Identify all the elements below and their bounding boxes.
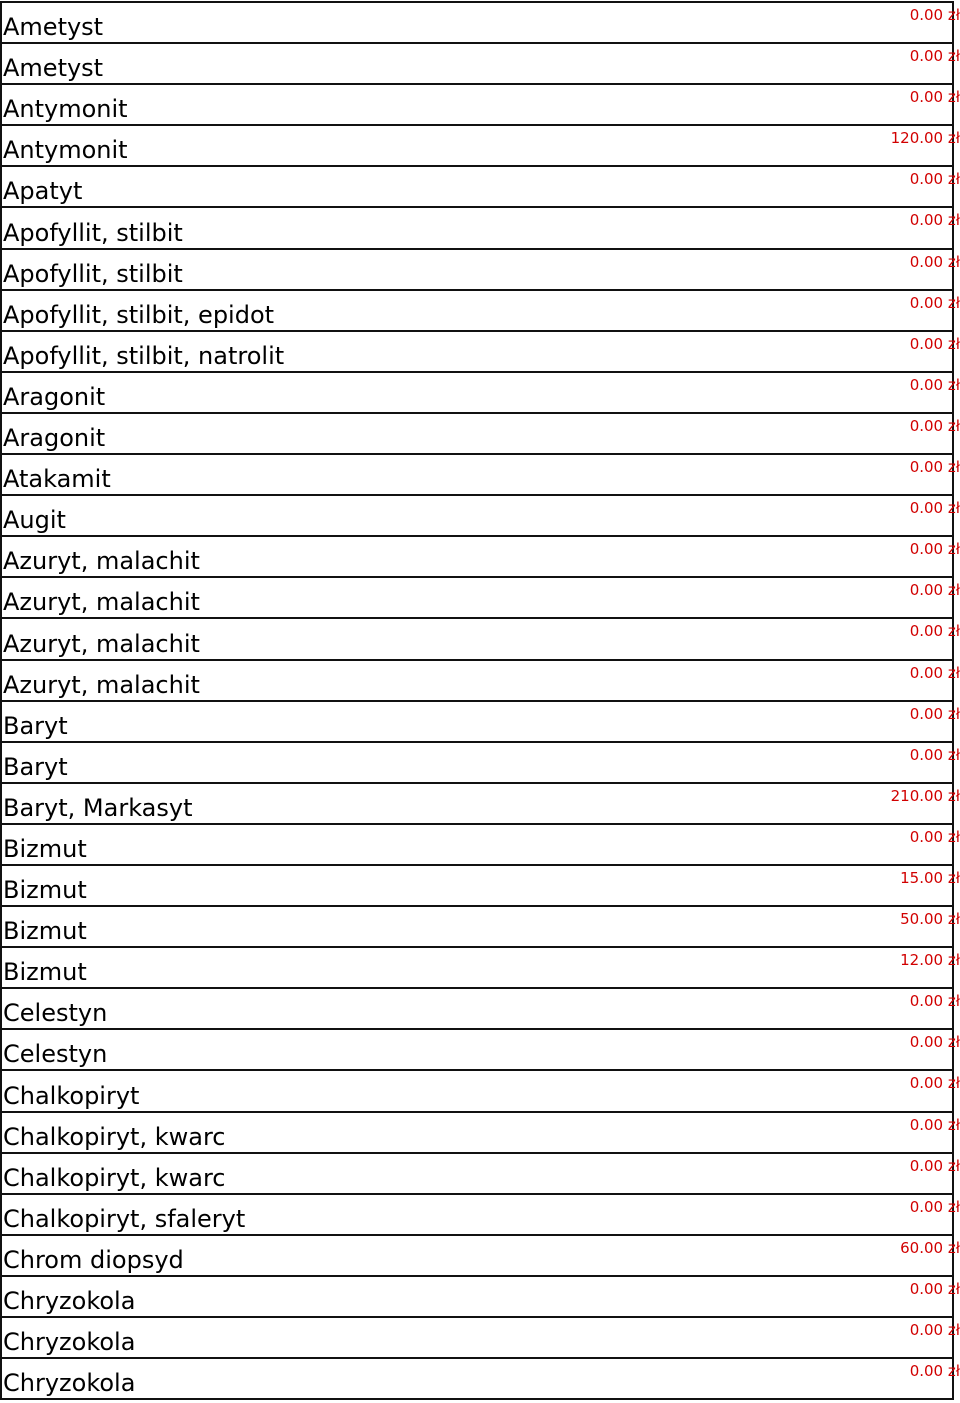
mineral-name: Apofyllit, stilbit [3,218,183,247]
price-value: 0.00 zł [909,1197,960,1216]
mineral-name: Apofyllit, stilbit, natrolit [3,341,285,370]
price-value: 0.00 zł [909,1074,960,1093]
table-row [2,332,960,373]
price-value: 0.00 zł [909,1115,960,1134]
mineral-name: Apofyllit, stilbit [3,259,183,288]
price-value: 0.00 zł [909,1321,960,1339]
price-value: 0.00 zł [909,47,960,66]
mineral-name: Chalkopiryt [3,1081,140,1110]
table-row [2,1071,960,1112]
table-row [2,85,960,126]
mineral-name: Aragonit [3,382,106,411]
mineral-name: Bizmut [3,917,87,946]
price-value: 15.00 zł [900,868,960,887]
mineral-name: Baryt, Markasyt [3,793,193,822]
price-value: 0.00 zł [909,499,960,518]
table-row [2,496,960,537]
table-row [2,578,960,619]
mineral-name: Chryzokola [3,1287,136,1315]
price-value: 60.00 zł [900,1238,960,1257]
price-list-table [0,1,960,1400]
mineral-name: Chryzokola [3,1369,136,1398]
table-row [2,44,960,85]
table-row [2,702,960,743]
table-row [2,1318,960,1359]
mineral-name: Baryt [3,752,68,781]
table-row [2,1195,960,1236]
mineral-name: Celestyn [3,999,108,1028]
price-value: 0.00 zł [909,622,960,641]
price-value: 12.00 zł [900,951,960,970]
table-row [2,948,960,989]
price-value: 50.00 zł [900,910,960,929]
mineral-name: Azuryt, malachit [3,588,200,617]
mineral-name: Celestyn [3,1040,108,1069]
table-row [2,373,960,414]
price-value: 0.00 zł [909,375,960,394]
price-value: 0.00 zł [909,170,960,189]
table-row [2,167,960,208]
price-value: 0.00 zł [909,1279,960,1298]
table-row [2,3,960,44]
table-row [2,743,960,784]
table-row [2,537,960,578]
table-row [2,291,960,332]
price-value: 0.00 zł [909,663,960,682]
price-value: 120.00 zł [890,129,960,148]
price-value: 0.00 zł [909,1362,960,1381]
price-value: 0.00 zł [909,334,960,353]
mineral-name: Antymonit [3,95,128,124]
table-row [2,1277,960,1318]
mineral-name: Azuryt, malachit [3,670,200,699]
table-row [2,907,960,948]
price-value: 0.00 zł [909,211,960,230]
price-value: 0.00 zł [909,540,960,559]
price-value: 0.00 zł [909,827,960,846]
mineral-name: Chrom diopsyd [3,1245,184,1274]
table-row [2,619,960,660]
price-value: 0.00 zł [909,6,960,24]
mineral-name: Apofyllit, stilbit, epidot [3,300,275,329]
mineral-name: Aragonit [3,424,106,453]
price-value: 0.00 zł [909,293,960,312]
mineral-name: Chryzokola [3,1328,136,1357]
table-row [2,1359,960,1400]
mineral-name: Chalkopiryt, sfaleryt [3,1204,246,1233]
mineral-name: Apatyt [3,177,83,206]
table-row [2,208,960,249]
mineral-name: Baryt [3,711,68,740]
mineral-name: Ametyst [3,13,104,42]
table-row [2,126,960,167]
table-row [2,989,960,1030]
mineral-name: Bizmut [3,876,87,905]
table-row [2,414,960,455]
price-value: 0.00 zł [909,745,960,764]
price-value: 0.00 zł [909,416,960,435]
price-value: 0.00 zł [909,252,960,271]
price-value: 0.00 zł [909,992,960,1011]
table-row [2,825,960,866]
price-value: 210.00 zł [890,786,960,805]
mineral-name: Antymonit [3,136,128,165]
mineral-name: Bizmut [3,958,87,987]
mineral-name: Chalkopiryt, kwarc [3,1122,226,1151]
price-value: 0.00 zł [909,1033,960,1052]
table-row [2,1236,960,1277]
mineral-name: Bizmut [3,834,87,863]
table-row [2,1154,960,1195]
mineral-name: Azuryt, malachit [3,629,200,658]
price-value: 0.00 zł [909,704,960,723]
price-value: 0.00 zł [909,581,960,600]
mineral-name: Azuryt, malachit [3,547,200,576]
table-row [2,1030,960,1071]
mineral-name: Ametyst [3,54,104,83]
table-row [2,1113,960,1154]
table-row [2,784,960,825]
mineral-name: Augit [3,506,66,535]
table-row [2,661,960,702]
price-value: 0.00 zł [909,458,960,477]
table-row [2,866,960,907]
table-row [2,455,960,496]
price-value: 0.00 zł [909,1156,960,1175]
price-value: 0.00 zł [909,88,960,107]
table-row [2,250,960,291]
mineral-name: Chalkopiryt, kwarc [3,1163,226,1192]
mineral-name: Atakamit [3,465,111,494]
